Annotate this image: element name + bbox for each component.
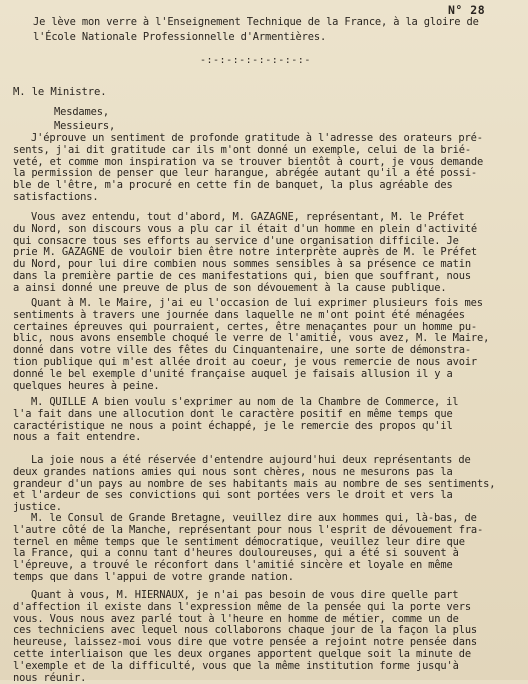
header-line: l'École Nationale Professionnelle d'Armentières. — [33, 31, 327, 43]
addressee: M. le Ministre. — [13, 86, 107, 98]
paragraph-line: l'autre côté de la Manche, représentant pour nous l'esprit de dévouement fra- — [13, 523, 484, 536]
paragraph-line: du Nord, son discours vous a plu car il était d'un homme en plein d'activité — [13, 222, 478, 235]
paragraph-line: caractéristique ne nous a point échappé, je le remercie des propos qu'il — [13, 419, 453, 432]
paragraph-line: prie M. GAZAGNE de vouloir bien être notre interprète auprès de M. le Préfet — [13, 246, 478, 259]
paragraph-line: du Nord, pour lui dire combien nous sommes sensibles à sa présence ce matin — [13, 258, 471, 271]
paragraph-line: M. le Consul de Grande Bretagne, veuillez dire aux hommes qui, là-bas, de — [31, 512, 477, 524]
paragraph-line: La joie nous a été réservée d'entendre aujourd'hui deux représentants de — [31, 454, 471, 466]
paragraph-line: la permission de penser que leur harangue, abrégée autant qu'il a été possi- — [13, 167, 478, 180]
paragraph-line: donné dans votre ville des fêtes du Cinquantenaire, une sorte de démonstra- — [13, 344, 471, 357]
paragraph-line: sents, j'ai dit gratitude car ils m'ont donné un exemple, celui de la brié- — [13, 143, 471, 156]
paragraph-line: tion publique qui m'est allée droit au coeur, je vous remercie de nous avoir — [13, 356, 478, 368]
paragraph-line: justice. — [13, 501, 62, 514]
paragraph-line: heureuse, laissez-moi vous dire que votre pensée a rejoint notre pensée dans — [13, 636, 478, 649]
page-number: N° 28 — [448, 3, 486, 17]
separator: -:-:-:-:-:-:-:-:- — [200, 55, 311, 66]
paragraph-line: dans la première partie de ces manifestations qui, bien que souffrant, nous — [13, 270, 471, 282]
paragraph-line: ternel en même temps que le sentiment démocratique, veuillez leur dire que — [13, 535, 465, 548]
paragraph-line: sentiments à travers une journée dans laquelle ne m'ont point été ménagées — [13, 308, 465, 321]
paragraph-line: grandeur d'un pays au nombre de ses habitants mais au nombre de ses sentiments, — [13, 477, 496, 490]
paragraph-line: veté, et comme mon inspiration va se trouver bientôt à court, je vous demande — [13, 155, 484, 168]
paragraph-line: Quant à M. le Maire, j'ai eu l'occasion de lui exprimer plusieurs fois mes — [31, 297, 483, 309]
paragraph-line: deux grandes nations amies qui nous sont chères, nous ne mesurons pas la — [13, 465, 453, 478]
paragraph-line: et l'ardeur de ses convictions qui sont portées vers le droit et vers la — [13, 489, 453, 502]
paragraph-line: temps que dans l'appui de votre grande nation. — [13, 571, 294, 583]
paragraph-line: qui consacre tous ses efforts au service d'une organisation difficile. Je — [13, 234, 459, 247]
paragraph-line: a ainsi donné une preuve de plus de son dévouement à la cause publique. — [13, 281, 447, 294]
paragraph-line: Quant à vous, M. HIERNAUX, je n'ai pas besoin de vous dire quelle part — [31, 589, 459, 601]
paragraph-line: donné le bel exemple d'unité française auquel je faisais allusion il y a — [13, 367, 453, 380]
paragraph-line: l'exemple et de la difficulté, vous que la même institution forme jusqu'à — [13, 659, 459, 672]
paragraph-line: vous. Vous nous avez parlé tout à l'heure en homme de métier, comme un de — [13, 612, 459, 625]
greeting-line: Messieurs, — [54, 120, 116, 132]
paragraph-line: l'épreuve, a trouvé le réconfort dans l'amitié sincère et loyale en même — [13, 559, 453, 572]
paragraph-line: d'affection il existe dans l'expression même de la pensée qui la porte vers — [13, 600, 471, 613]
paragraph-line: ble de l'être, m'a procuré en cette fin de banquet, la plus agréable des — [13, 179, 453, 192]
paragraph-line: satisfactions. — [13, 191, 99, 203]
paragraph-line: quelques heures à peine. — [13, 379, 160, 392]
paragraph-line: blic, nous avons ensemble choqué le verre de l'amitié, vous avez, M. le Maire, — [13, 332, 490, 345]
paragraph-line: nous réunir. — [13, 671, 87, 684]
paragraph-line: J'éprouve un sentiment de profonde gratitude à l'adresse des orateurs pré- — [31, 132, 483, 144]
paragraph-line: M. QUILLE A bien voulu s'exprimer au nom de la Chambre de Commerce, il — [31, 396, 459, 408]
paragraph-line: certaines épreuves qui pourraient, certes, être menaçantes pour un homme pu- — [13, 320, 478, 333]
paragraph-line: ces techniciens avec lequel nous collaborons chaque jour de la façon la plus — [13, 624, 478, 637]
paragraph-line: la France, qui a connu tant d'heures douloureuses, qui a été si souvent à — [13, 547, 459, 560]
paragraph-line: l'a fait dans une allocution dont le caractère positif en même temps que — [13, 407, 453, 420]
paragraph-line: cette interliaison que les deux organes apportent quelque soit la minute de — [13, 648, 471, 660]
header-line: Je lève mon verre à l'Enseignement Technique de la France, à la gloire de — [33, 16, 479, 28]
greeting-line: Mesdames, — [54, 106, 109, 118]
paragraph-line: nous a fait entendre. — [13, 431, 142, 444]
paragraph-line: Vous avez entendu, tout d'abord, M. GAZAGNE, représentant, M. le Préfet — [31, 211, 465, 223]
